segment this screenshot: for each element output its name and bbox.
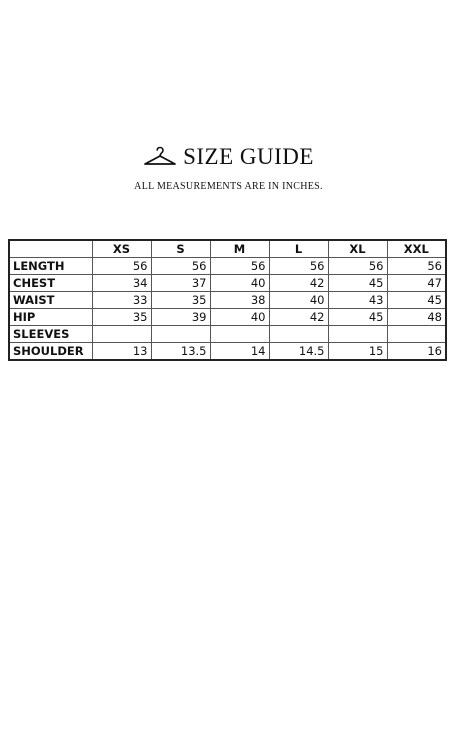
table-cell: 42	[269, 275, 328, 292]
table-cell: 15	[328, 343, 387, 361]
row-label: SLEEVES	[9, 326, 92, 343]
table-cell: 14.5	[269, 343, 328, 361]
table-cell: 35	[92, 309, 151, 326]
table-cell: 56	[92, 258, 151, 275]
table-cell: 56	[151, 258, 210, 275]
table-cell: 37	[151, 275, 210, 292]
table-cell: 45	[387, 292, 446, 309]
row-label: LENGTH	[9, 258, 92, 275]
table-cell	[269, 326, 328, 343]
table-cell: 40	[210, 309, 269, 326]
table-cell: 56	[210, 258, 269, 275]
table-cell: 33	[92, 292, 151, 309]
hanger-icon	[143, 145, 177, 169]
table-cell: 40	[210, 275, 269, 292]
table-cell: 42	[269, 309, 328, 326]
row-label: HIP	[9, 309, 92, 326]
row-label: WAIST	[9, 292, 92, 309]
table-cell: 47	[387, 275, 446, 292]
column-header: L	[269, 240, 328, 258]
column-header: S	[151, 240, 210, 258]
column-header: M	[210, 240, 269, 258]
table-cell: 38	[210, 292, 269, 309]
table-cell	[151, 326, 210, 343]
page-subtitle: ALL MEASUREMENTS ARE IN INCHES.	[134, 181, 323, 192]
table-cell: 16	[387, 343, 446, 361]
table-cell: 34	[92, 275, 151, 292]
table-row	[9, 343, 446, 361]
table-cell: 56	[328, 258, 387, 275]
table-cell	[387, 326, 446, 343]
table-cell: 35	[151, 292, 210, 309]
table-header-row	[9, 240, 446, 258]
table-cell: 13	[92, 343, 151, 361]
row-label: CHEST	[9, 275, 92, 292]
table-row	[9, 326, 446, 343]
table-row	[9, 292, 446, 309]
size-table	[8, 239, 447, 361]
table-cell: 56	[387, 258, 446, 275]
table-cell: 56	[269, 258, 328, 275]
column-header: XXL	[387, 240, 446, 258]
table-cell: 13.5	[151, 343, 210, 361]
table-cell: 45	[328, 309, 387, 326]
table-cell	[210, 326, 269, 343]
table-cell: 45	[328, 275, 387, 292]
table-cell	[328, 326, 387, 343]
page-title: SIZE GUIDE	[183, 144, 314, 169]
size-guide-header	[0, 140, 457, 192]
column-header: XS	[92, 240, 151, 258]
column-header	[9, 240, 92, 258]
table-cell: 40	[269, 292, 328, 309]
table-cell: 39	[151, 309, 210, 326]
title-row	[0, 140, 457, 174]
table-cell: 43	[328, 292, 387, 309]
row-label: SHOULDER	[9, 343, 92, 361]
table-row	[9, 309, 446, 326]
table-row	[9, 258, 446, 275]
table-row	[9, 275, 446, 292]
table-cell	[92, 326, 151, 343]
table-cell: 14	[210, 343, 269, 361]
column-header: XL	[328, 240, 387, 258]
table-cell: 48	[387, 309, 446, 326]
